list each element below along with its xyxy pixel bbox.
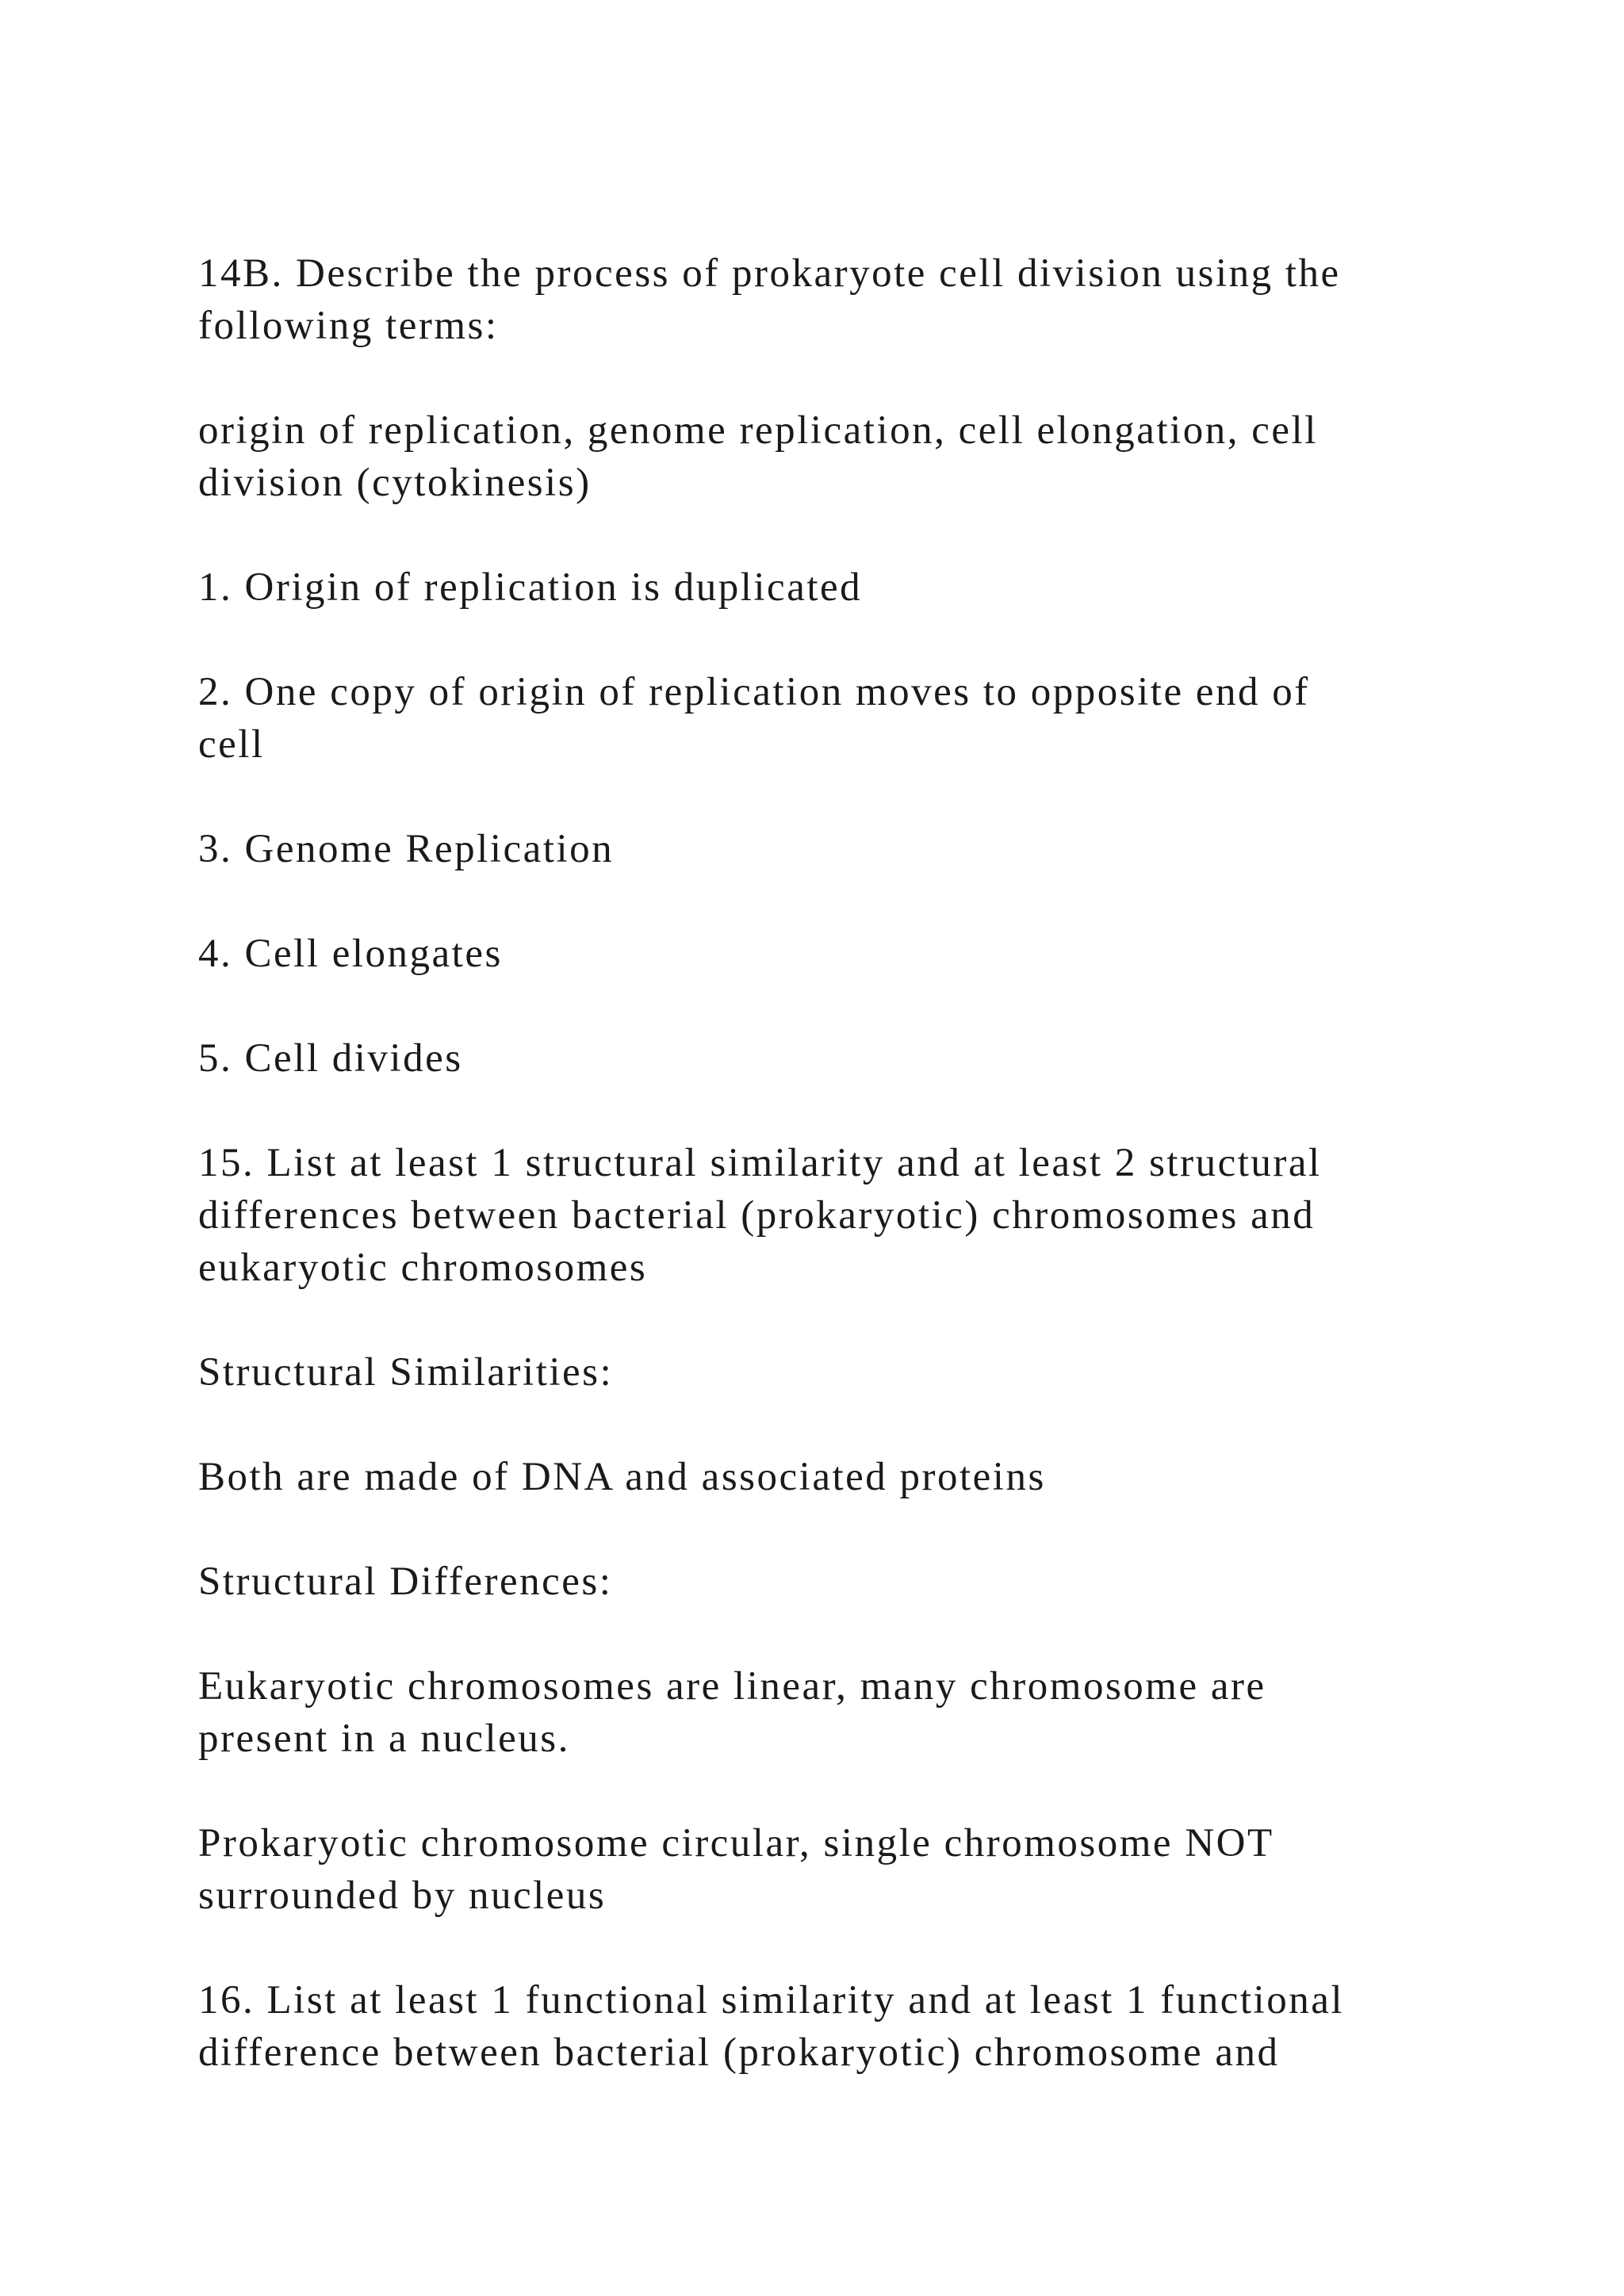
question-15-prompt: 15. List at least 1 structural similarity and at least 2 structural differences between bacterial (prokaryotic) chromosomes and eukaryotic chromosomes	[198, 1141, 1322, 1290]
answer-step-3: 3. Genome Replication	[198, 827, 615, 871]
question-14b-prompt: 14B. Describe the process of prokaryote cell division using the following terms:	[198, 251, 1341, 348]
answer-step-2: 2. One copy of origin of replication moves to opposite end of cell	[198, 670, 1310, 767]
answer-step-4: 4. Cell elongates	[198, 932, 503, 976]
eukaryotic-difference-answer: Eukaryotic chromosomes are linear, many chromosome are present in a nucleus.	[198, 1664, 1266, 1761]
structural-differences-heading: Structural Differences:	[198, 1559, 613, 1604]
structural-similarity-answer: Both are made of DNA and associated proteins	[198, 1455, 1046, 1499]
question-16-prompt: 16. List at least 1 functional similarity and at least 1 functional difference between bacterial (prokaryotic) chromosome and	[198, 1978, 1345, 2075]
document-body	[198, 247, 1435, 2131]
answer-step-5: 5. Cell divides	[198, 1036, 463, 1081]
structural-similarities-heading: Structural Similarities:	[198, 1350, 614, 1395]
prokaryotic-difference-answer: Prokaryotic chromosome circular, single chromosome NOT surrounded by nucleus	[198, 1821, 1274, 1918]
question-14b-terms: origin of replication, genome replication, cell elongation, cell division (cytokinesis)	[198, 408, 1318, 505]
answer-step-1: 1. Origin of replication is duplicated	[198, 565, 863, 610]
